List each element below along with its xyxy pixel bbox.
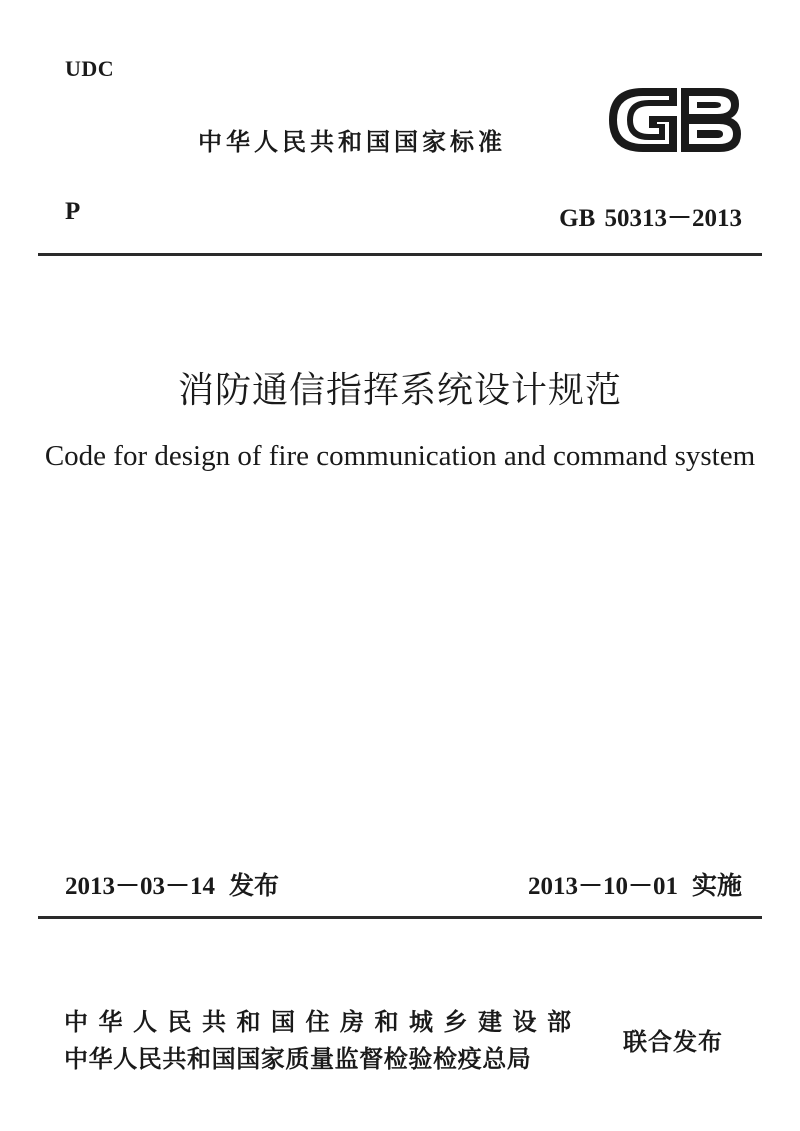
top-divider bbox=[38, 253, 762, 256]
title-english: Code for design of fire communication and command system bbox=[44, 440, 756, 472]
bottom-divider bbox=[38, 916, 762, 919]
title-chinese: 消防通信指挥系统设计规范 bbox=[177, 370, 622, 411]
udc-label: UDC bbox=[65, 56, 115, 81]
issue-label: 发布 bbox=[229, 871, 280, 900]
joint-release-label: 联合发布 bbox=[623, 1028, 723, 1056]
gb-logo-icon bbox=[603, 84, 745, 156]
implement-date-line bbox=[528, 866, 742, 902]
issue-date: 2013－03－14 bbox=[65, 873, 216, 900]
implement-date: 2013－10－01 bbox=[527, 873, 678, 900]
national-standard-heading: 中华人民共和国国家标准 bbox=[198, 128, 506, 156]
standard-number: GB 50313－2013 bbox=[559, 205, 742, 232]
implement-label: 实施 bbox=[691, 871, 742, 900]
issuer-quality-administration: 中华人民共和国国家质量监督检验检疫总局 bbox=[64, 1045, 532, 1073]
issue-date-line bbox=[65, 866, 279, 902]
classification-code: P bbox=[65, 198, 81, 225]
issuer-ministry-housing: 中华人民共和国住房和城乡建设部 bbox=[64, 1008, 582, 1036]
